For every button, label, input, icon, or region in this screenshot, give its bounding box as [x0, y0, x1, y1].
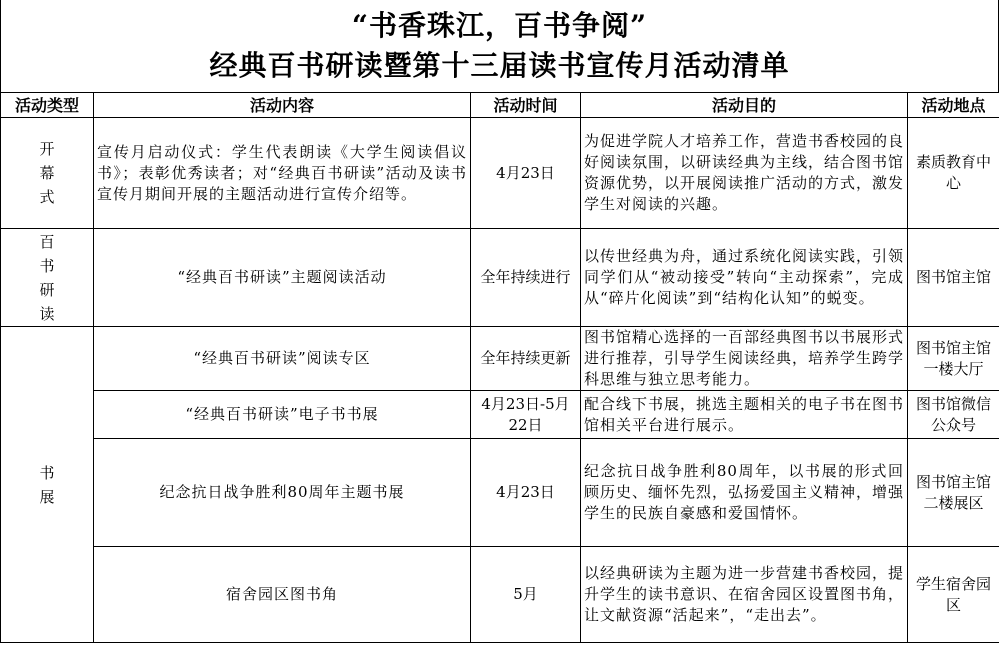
title-block	[0, 0, 999, 92]
title-main: 经典百书研读暨第十三届读书宣传月活动清单	[209, 49, 790, 82]
content-cell: “经典百书研读”电子书书展	[94, 391, 471, 439]
table-row	[1, 391, 999, 439]
time-cell: 全年持续进行	[471, 229, 581, 327]
purpose-cell: 纪念抗日战争胜利80周年，以书展的形式回顾历史、缅怀先烈，弘扬爱国主义精神，增强学生的民族自豪感和爱国情怀。	[581, 439, 908, 547]
content-cell: “经典百书研读”阅读专区	[94, 327, 471, 391]
place-cell: 图书馆主馆二楼展区	[908, 439, 999, 547]
content-cell: 宣传月启动仪式：学生代表朗读《大学生阅读倡议书》；表彰优秀读者；对“经典百书研读”活动及读书宣传月期间开展的主题活动进行宣传介绍等。	[94, 118, 471, 229]
table-row	[1, 229, 999, 327]
header-place: 活动地点	[908, 93, 999, 118]
header-time: 活动时间	[471, 93, 581, 118]
purpose-cell: 以传世经典为舟，通过系统化阅读实践，引领同学们从“被动接受”转向“主动探索”，完成从“碎片化阅读”到“结构化认知”的蜕变。	[581, 229, 908, 327]
table-row	[1, 439, 999, 547]
group-exhibition	[1, 327, 94, 643]
table-row	[1, 547, 999, 643]
purpose-cell: 为促进学院人才培养工作，营造书香校园的良好阅读氛围，以研读经典为主线，结合图书馆资源优势，以开展阅读推广活动的方式，激发学生对阅读的兴趣。	[581, 118, 908, 229]
time-cell: 4月23日	[471, 118, 581, 229]
header-type: 活动类型	[1, 93, 94, 118]
place-cell: 学生宿舍园区	[908, 547, 999, 643]
table-row	[1, 327, 999, 391]
place-cell: 图书馆主馆	[908, 229, 999, 327]
content-cell: 宿舍园区图书角	[94, 547, 471, 643]
place-cell: 素质教育中心	[908, 118, 999, 229]
header-purpose: 活动目的	[581, 93, 908, 118]
table-row	[1, 118, 999, 229]
place-cell: 图书馆主馆一楼大厅	[908, 327, 999, 391]
group-opening	[1, 118, 94, 229]
time-cell: 全年持续更新	[471, 327, 581, 391]
header-content: 活动内容	[94, 93, 471, 118]
purpose-cell: 图书馆精心选择的一百部经典图书以书展形式进行推荐，引导学生阅读经典，培养学生跨学科思维与独立思考能力。	[581, 327, 908, 391]
group-label: 开幕式	[39, 140, 55, 206]
group-label: 书展	[39, 463, 55, 506]
content-cell: 纪念抗日战争胜利80周年主题书展	[94, 439, 471, 547]
group-label: 百书研读	[39, 232, 55, 323]
group-reading	[1, 229, 94, 327]
place-cell: 图书馆微信公众号	[908, 391, 999, 439]
content-cell: “经典百书研读”主题阅读活动	[94, 229, 471, 327]
time-cell: 4月23日	[471, 439, 581, 547]
time-cell: 5月	[471, 547, 581, 643]
activity-table	[0, 92, 999, 643]
purpose-cell: 配合线下书展，挑选主题相关的电子书在图书馆相关平台进行展示。	[581, 391, 908, 439]
time-cell: 4月23日-5月22日	[471, 391, 581, 439]
header-row	[1, 93, 999, 118]
title-slogan: “书香珠江，百书争阅”	[351, 9, 648, 42]
purpose-cell: 以经典研读为主题为进一步营建书香校园，提升学生的读书意识、在宿舍园区设置图书角，让文献资源“活起来”，“走出去”。	[581, 547, 908, 643]
